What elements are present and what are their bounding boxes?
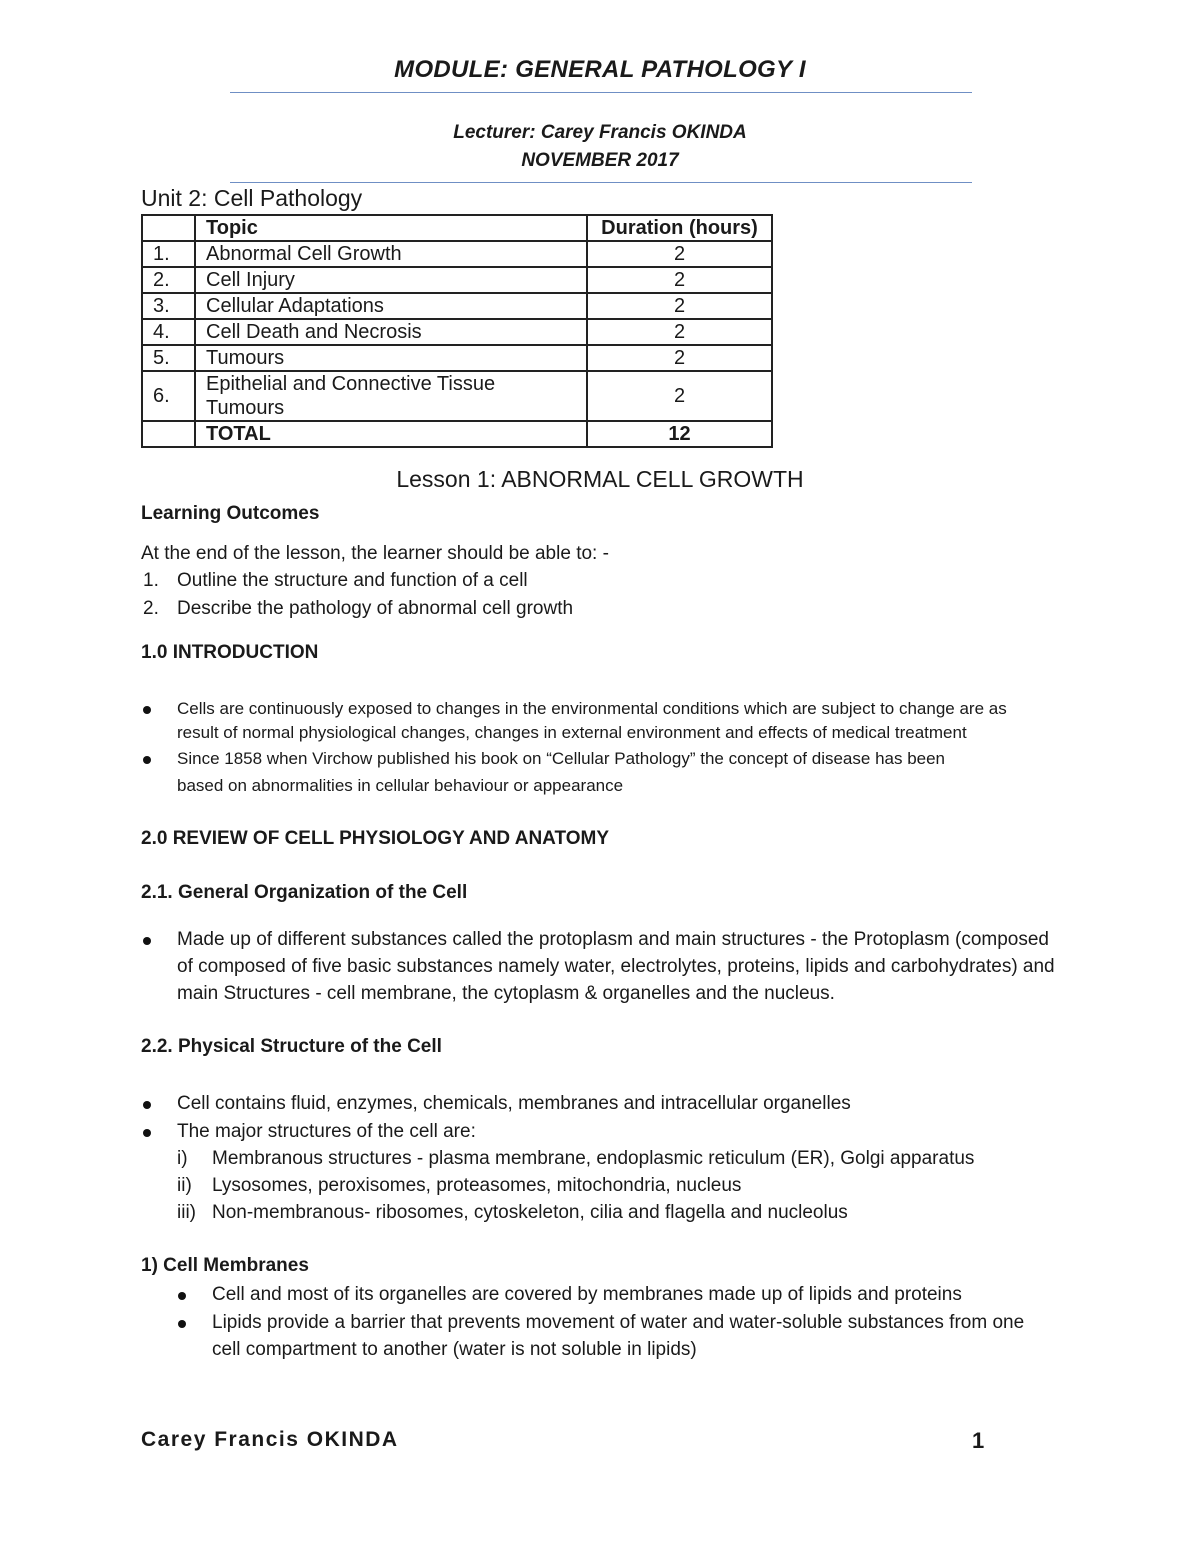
bullet-icon bbox=[143, 756, 151, 764]
table-header-duration: Duration (hours) bbox=[587, 215, 772, 241]
table-row bbox=[142, 319, 772, 345]
membrane-bullet-line: Cell and most of its organelles are covered by membranes made up of lipids and proteins bbox=[212, 1284, 962, 1305]
table-row bbox=[142, 267, 772, 293]
bullet-icon bbox=[143, 1101, 151, 1109]
organization-line: main Structures - cell membrane, the cytoplasm & organelles and the nucleus. bbox=[177, 983, 835, 1004]
table-row bbox=[142, 371, 772, 421]
structure-bullet: The major structures of the cell are: bbox=[177, 1121, 476, 1142]
total-label: TOTAL bbox=[195, 421, 587, 447]
table-row bbox=[142, 293, 772, 319]
structure-bullet: Cell contains fluid, enzymes, chemicals, membranes and intracellular organelles bbox=[177, 1093, 851, 1114]
structure-list-number: iii) bbox=[177, 1202, 196, 1223]
cell-membranes-heading: 1) Cell Membranes bbox=[141, 1255, 309, 1276]
row-duration: 2 bbox=[587, 319, 772, 345]
row-num: 2. bbox=[142, 267, 195, 293]
learning-outcomes-heading: Learning Outcomes bbox=[141, 503, 320, 524]
structure-list-number: ii) bbox=[177, 1175, 192, 1196]
page-number: 1 bbox=[972, 1428, 985, 1453]
lesson-title: Lesson 1: ABNORMAL CELL GROWTH bbox=[396, 466, 804, 492]
row-duration: 2 bbox=[587, 345, 772, 371]
physical-structure-heading: 2.2. Physical Structure of the Cell bbox=[141, 1036, 442, 1057]
organization-line: Made up of different substances called the protoplasm and main structures - the Protoplasm (composed bbox=[177, 929, 1049, 950]
row-num: 4. bbox=[142, 319, 195, 345]
total-value: 12 bbox=[587, 421, 772, 447]
bullet-icon bbox=[143, 1129, 151, 1137]
table-row bbox=[142, 345, 772, 371]
row-topic: Cellular Adaptations bbox=[195, 293, 587, 319]
bullet-icon bbox=[143, 706, 151, 714]
structure-list-text: Non-membranous- ribosomes, cytoskeleton, cilia and flagella and nucleolus bbox=[212, 1202, 848, 1223]
topics-table bbox=[141, 214, 773, 448]
row-topic: Tumours bbox=[195, 345, 587, 371]
row-duration: 2 bbox=[587, 293, 772, 319]
structure-list-text: Lysosomes, peroxisomes, proteasomes, mitochondria, nucleus bbox=[212, 1175, 742, 1196]
outcome-number: 1. bbox=[143, 570, 159, 591]
intro-bullet-line: Cells are continuously exposed to changes in the environmental conditions which are subject to change are as bbox=[177, 699, 1007, 718]
total-num-cell bbox=[142, 421, 195, 447]
header-rule-top bbox=[230, 92, 972, 93]
row-num: 5. bbox=[142, 345, 195, 371]
intro-bullet-line: based on abnormalities in cellular behaviour or appearance bbox=[177, 776, 624, 795]
organization-line: of composed of five basic substances namely water, electrolytes, proteins, lipids and carbohydrates) and bbox=[177, 956, 1055, 977]
row-num: 1. bbox=[142, 241, 195, 267]
outcome-number: 2. bbox=[143, 598, 159, 619]
outcomes-intro: At the end of the lesson, the learner should be able to: - bbox=[141, 543, 609, 564]
introduction-heading: 1.0 INTRODUCTION bbox=[141, 642, 319, 663]
row-topic: Cell Injury bbox=[195, 267, 587, 293]
structure-list-number: i) bbox=[177, 1148, 188, 1169]
membrane-bullet-line: cell compartment to another (water is not soluble in lipids) bbox=[212, 1339, 697, 1360]
date-line: NOVEMBER 2017 bbox=[521, 150, 679, 171]
row-topic: Abnormal Cell Growth bbox=[195, 241, 587, 267]
review-heading: 2.0 REVIEW OF CELL PHYSIOLOGY AND ANATOMY bbox=[141, 828, 610, 849]
row-topic: Epithelial and Connective Tissue Tumours bbox=[195, 371, 587, 421]
row-topic: Cell Death and Necrosis bbox=[195, 319, 587, 345]
general-organization-heading: 2.1. General Organization of the Cell bbox=[141, 882, 468, 903]
table-row bbox=[142, 241, 772, 267]
row-num: 3. bbox=[142, 293, 195, 319]
row-duration: 2 bbox=[587, 371, 772, 421]
row-duration: 2 bbox=[587, 267, 772, 293]
structure-list-text: Membranous structures - plasma membrane, endoplasmic reticulum (ER), Golgi apparatus bbox=[212, 1148, 975, 1169]
header-rule-bottom bbox=[230, 182, 972, 183]
table-header-topic: Topic bbox=[195, 215, 587, 241]
table-total-row bbox=[142, 421, 772, 447]
row-num: 6. bbox=[142, 371, 195, 421]
intro-bullet-line: result of normal physiological changes, changes in external environment and effects of medical treatment bbox=[177, 723, 967, 742]
unit-title: Unit 2: Cell Pathology bbox=[141, 185, 363, 211]
module-title: MODULE: GENERAL PATHOLOGY I bbox=[394, 56, 806, 83]
bullet-icon bbox=[143, 937, 151, 945]
bullet-icon bbox=[178, 1320, 186, 1328]
membrane-bullet-line: Lipids provide a barrier that prevents movement of water and water-soluble substances from one bbox=[212, 1312, 1025, 1333]
lecturer-line: Lecturer: Carey Francis OKINDA bbox=[453, 122, 747, 143]
row-duration: 2 bbox=[587, 241, 772, 267]
outcome-text: Outline the structure and function of a cell bbox=[177, 570, 528, 591]
table-header-row bbox=[142, 215, 772, 241]
table-header-num bbox=[142, 215, 195, 241]
outcome-text: Describe the pathology of abnormal cell growth bbox=[177, 598, 574, 619]
intro-bullet-line: Since 1858 when Virchow published his book on “Cellular Pathology” the concept of disease has been bbox=[177, 749, 946, 768]
bullet-icon bbox=[178, 1292, 186, 1300]
footer-author: Carey Francis OKINDA bbox=[141, 1428, 399, 1451]
